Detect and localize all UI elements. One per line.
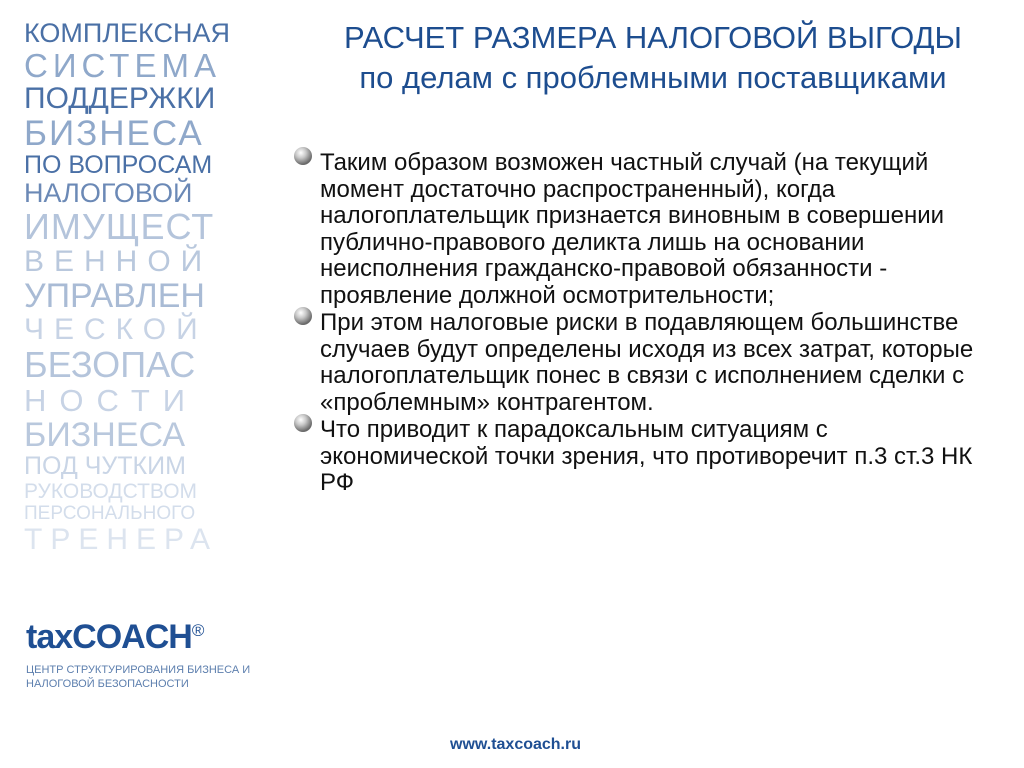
sidebar-line: БЕЗОПАС — [24, 344, 196, 385]
sphere-bullet-icon — [292, 145, 314, 167]
taxcoach-logo — [26, 618, 251, 690]
sphere-bullet-icon — [292, 412, 314, 434]
bullet-item — [292, 150, 1002, 309]
sidebar-slogan — [24, 18, 230, 557]
sidebar-line: ПЕРСОНАЛЬНОГО — [24, 503, 196, 524]
bullet-item — [292, 310, 1002, 416]
logo-subtitle-1: ЦЕНТР СТРУКТУРИРОВАНИЯ БИЗНЕСА И — [26, 664, 251, 676]
sidebar-line: ИМУЩЕСТ — [24, 206, 215, 247]
sidebar-line: НОСТИ — [24, 383, 199, 418]
sidebar-line: ПОДДЕРЖКИ — [24, 82, 216, 115]
registered-mark: ® — [191, 621, 204, 640]
sidebar-line: ВЕННОЙ — [24, 245, 213, 278]
footer-url-link[interactable]: www.taxcoach.ru — [450, 736, 581, 753]
logo-wordmark — [26, 618, 246, 662]
bullet-text: Что приводит к парадоксальным ситуациям с экономической точки зрения, что противоречит п.3 ст.3 НК РФ — [320, 416, 973, 496]
slide-title — [298, 18, 1008, 98]
sidebar-line: УПРАВЛЕН — [24, 277, 205, 315]
logo-name-coach: COACH — [72, 618, 192, 656]
sidebar-line: НАЛОГОВОЙ — [24, 178, 193, 208]
sidebar-line: КОМПЛЕКСНАЯ — [24, 18, 230, 48]
title-line-1: РАСЧЕТ РАЗМЕРА НАЛОГОВОЙ ВЫГОДЫ — [344, 20, 962, 55]
sidebar-line: СИСТЕМА — [24, 47, 221, 84]
logo-subtitle-2: НАЛОГОВОЙ БЕЗОПАСНОСТИ — [26, 678, 189, 690]
sidebar-line: ЧЕСКОЙ — [24, 313, 208, 346]
sidebar-line: БИЗНЕСА — [24, 114, 204, 153]
title-line-2: по делам с проблемными поставщиками — [359, 60, 947, 95]
sidebar-line: ПО ВОПРОСАМ — [24, 151, 213, 179]
bullet-text: При этом налоговые риски в подавляющем большинстве случаев будут определены исходя из всех затрат, которые налогоплательщик понес в связи с исполнением сделки с «проблемным» контрагентом. — [320, 309, 974, 416]
sidebar-line: ТРЕНЕРА — [24, 523, 219, 556]
sidebar-line: ПОД ЧУТКИМ — [24, 452, 186, 480]
logo-name-tax: tax — [26, 618, 73, 656]
sidebar-line: БИЗНЕСА — [24, 416, 186, 454]
bullet-text: Таким образом возможен частный случай (на текущий момент достаточно распространенный), когда налогоплательщик признается виновным в совершении публично-правового деликта лишь на основании неисполнения гражданско-правовой обязанности - проявление должной осмотрительности; — [320, 149, 945, 309]
sidebar-line: РУКОВОДСТВОМ — [24, 480, 198, 503]
bullet-list — [292, 150, 1002, 498]
bullet-item — [292, 417, 1002, 497]
sphere-bullet-icon — [292, 305, 314, 327]
